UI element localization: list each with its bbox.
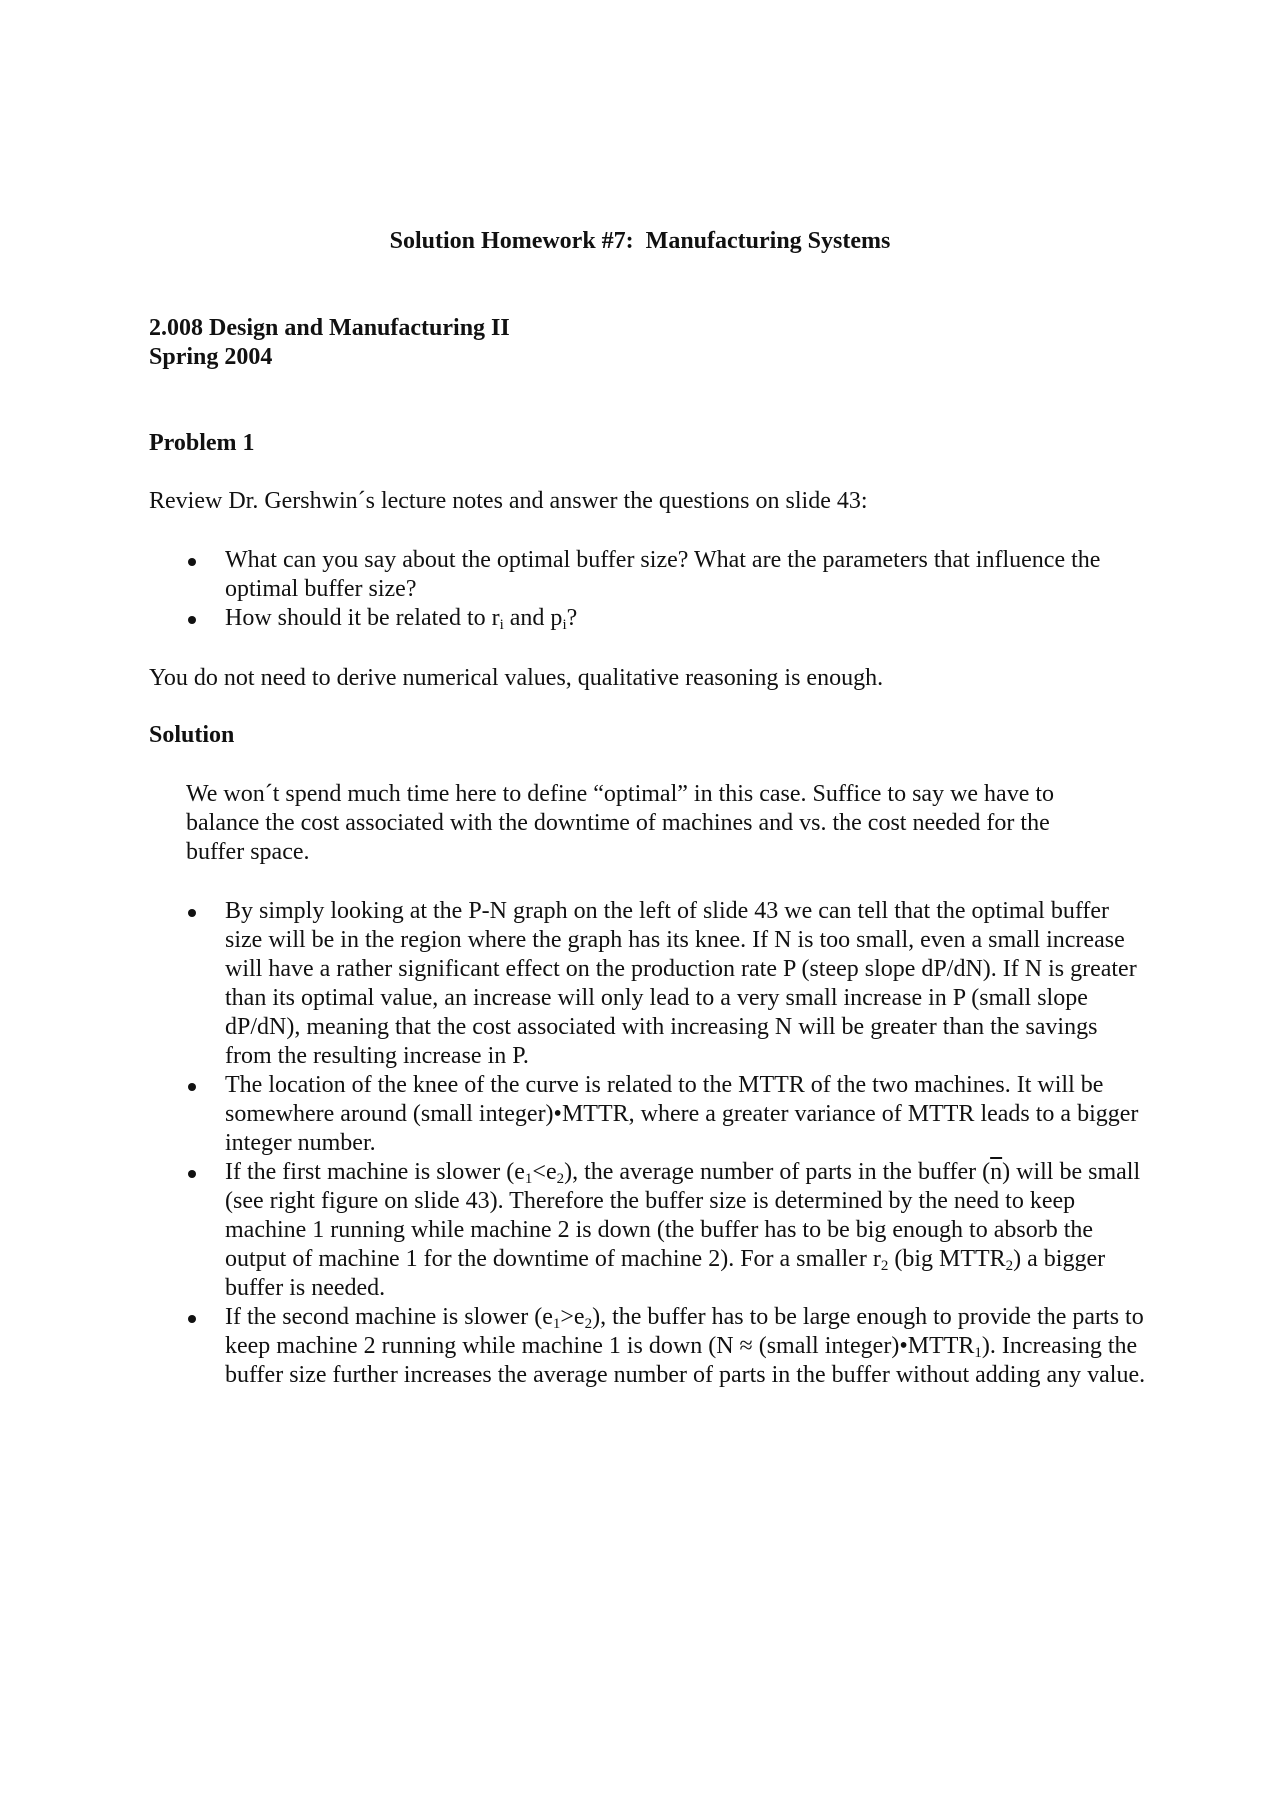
solution-point-text: If the second machine is slower $(e_1>e_2)$, the buffer has to be large enough to provide the parts to keep machine 2 running while machine 1 is down (N ≈ (small $integer)•MTTR_1$). Increasing the buffer size further increases the average number of parts in the buffer without adding any value. <box>225 1304 1146 1388</box>
problem-heading: Problem 1 <box>149 430 255 456</box>
bullet-icon <box>188 1083 196 1091</box>
solution-heading: Solution <box>149 722 235 748</box>
solution-intro: We won´t spend much time here to define “optimal” in this case. Suffice to say we have to balance the cost associated with the downtime of machines and vs. the cost needed for the buffer space. <box>186 781 1055 865</box>
question-text: What can you say about the optimal buffer size? What are the parameters that influence the optimal buffer size? <box>225 547 1101 602</box>
solution-list <box>149 897 1149 1390</box>
document-title: Solution Homework #7: Manufacturing Systems <box>389 228 891 254</box>
problem-note: You do not need to derive numerical values, qualitative reasoning is enough. <box>149 665 884 691</box>
bullet-icon <box>188 558 196 566</box>
problem-intro: Review Dr. Gershwin´s lecture notes and answer the questions on slide 43: <box>149 488 868 514</box>
bullet-icon <box>188 909 196 917</box>
question-text: How should it be related to $r_i$ and $p_i$? <box>225 605 578 633</box>
bullet-icon <box>188 616 196 624</box>
question-list <box>149 546 1149 633</box>
bullet-icon <box>188 1315 196 1323</box>
solution-point <box>149 1158 1149 1303</box>
solution-point <box>149 897 1149 1071</box>
solution-point-text: If the first machine is slower $(e_1<e_2)$, the average number of parts in the buffer $(\overline{n})$ will be small (see right figure on slide 43). Therefore the buffer size is determined by the need to keep machine 1 running while machine 2 is down (the buffer has to be big enough to absorb the output of machine 1 for the downtime of machine 2). For a smaller $r_2$ (big $MTTR_2$) a bigger buffer is needed. <box>225 1159 1141 1301</box>
solution-point-text: The location of the knee of the curve is related to the MTTR of the two machines. It will be somewhere around (small integer)•MTTR, where a greater variance of MTTR leads to a bigger integer number. <box>225 1072 1139 1156</box>
course-info <box>149 314 510 372</box>
question-item <box>149 546 1149 604</box>
question-item <box>149 604 1149 633</box>
course-name: 2.008 Design and Manufacturing II <box>149 315 510 341</box>
solution-point <box>149 1071 1149 1158</box>
bullet-icon <box>188 1170 196 1178</box>
solution-point <box>149 1303 1149 1390</box>
solution-point-text: By simply looking at the P-N graph on the left of slide 43 we can tell that the optimal buffer size will be in the region where the graph has its knee. If N is too small, even a small increase will have a rather significant effect on the production rate P (steep slope dP/dN). If N is greater than its optimal value, an increase will only lead to a very small increase in P (small slope dP/dN), meaning that the cost associated with increasing N will be greater than the savings from the resulting increase in P. <box>225 898 1137 1069</box>
course-term: Spring 2004 <box>149 344 273 370</box>
